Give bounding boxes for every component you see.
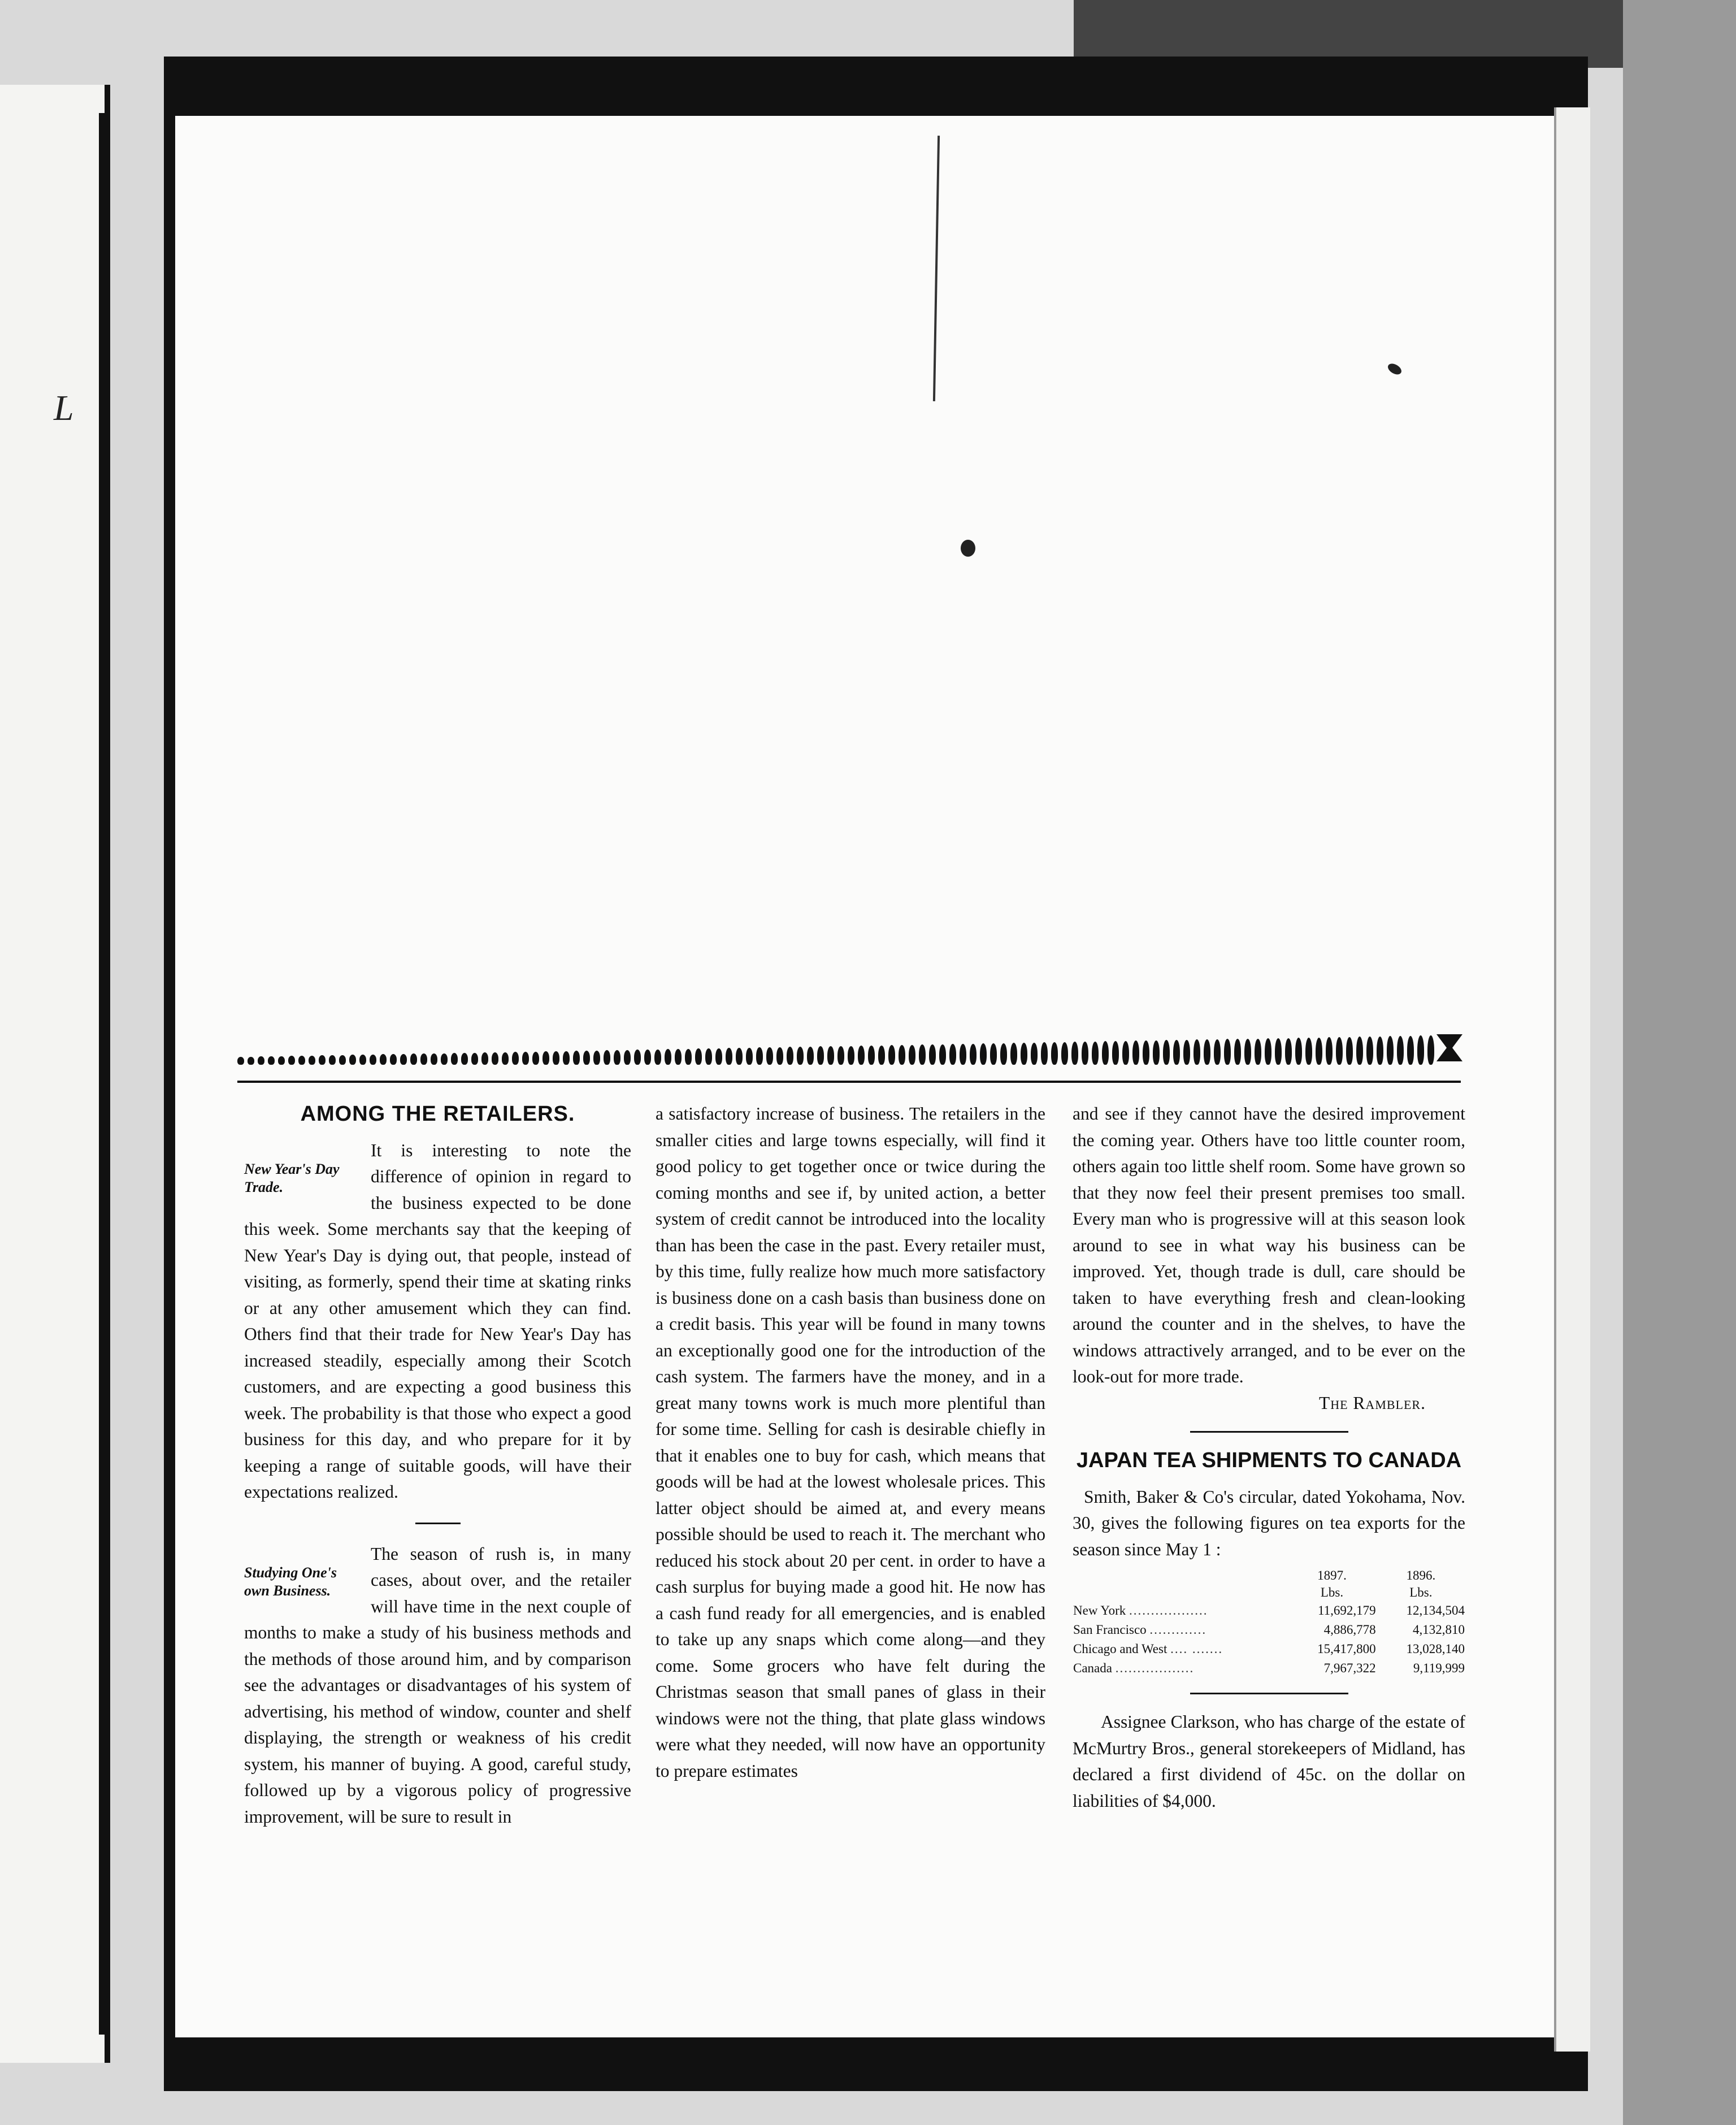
ornament-drop-icon <box>1377 1037 1383 1065</box>
ornament-drop-icon <box>1275 1038 1282 1065</box>
ornament-drop-icon <box>848 1046 854 1065</box>
ornament-drop-icon <box>1204 1039 1210 1065</box>
ornament-drop-icon <box>807 1047 814 1065</box>
value-1897: 4,886,778 <box>1323 1623 1376 1637</box>
ornament-drop-icon <box>451 1053 458 1065</box>
ornament-drop-icon <box>431 1053 437 1065</box>
ornament-drop-icon <box>1224 1039 1231 1065</box>
ornament-drop-icon <box>1102 1041 1109 1065</box>
section-divider <box>1190 1693 1348 1694</box>
ornament-drop-icon <box>553 1051 559 1065</box>
value-1896: 4,132,810 <box>1413 1623 1465 1637</box>
city-name: New York <box>1073 1603 1126 1617</box>
ornament-drop-icon <box>248 1057 254 1065</box>
column-header-1896: 1896. <box>1406 1568 1436 1582</box>
section-divider <box>1190 1431 1348 1433</box>
ornament-drop-icon <box>634 1050 641 1065</box>
ornament-drop-icon <box>471 1053 478 1065</box>
margin-letter: L <box>54 388 74 428</box>
value-1897: 7,967,322 <box>1323 1661 1376 1675</box>
ornament-drop-icon <box>1397 1036 1404 1065</box>
ornament-drop-icon <box>715 1048 722 1065</box>
ornament-drop-icon <box>1336 1037 1343 1065</box>
ornament-drop-icon <box>583 1051 590 1065</box>
ornament-drop-icon <box>919 1044 926 1065</box>
ornament-drop-icon <box>1244 1039 1251 1065</box>
table-row: New York .................. 11,692,179 12,134,504 <box>1073 1601 1465 1620</box>
ornament-drop-icon <box>1255 1039 1261 1065</box>
ornament-drop-icon <box>1234 1039 1241 1065</box>
ornament-drop-icon <box>359 1055 366 1065</box>
ornament-drop-icon <box>573 1051 580 1065</box>
ornament-drop-icon <box>665 1049 671 1065</box>
ornament-drop-icon <box>1346 1037 1353 1065</box>
ornament-drop-icon <box>542 1051 549 1065</box>
ornament-drop-icon <box>1071 1042 1078 1065</box>
sidenote-studying: Studying One's own Business. <box>244 1564 337 1599</box>
ornament-drop-icon <box>298 1056 305 1065</box>
ornament-drop-icon <box>1031 1043 1038 1065</box>
ornament-drop-icon <box>858 1046 865 1065</box>
ornament-drop-icon <box>675 1049 682 1065</box>
value-1897: 11,692,179 <box>1317 1603 1376 1617</box>
ornament-drop-icon <box>593 1051 600 1065</box>
ornament-drop-icon <box>604 1050 610 1065</box>
ornament-drop-icon <box>1326 1037 1333 1065</box>
ornament-drop-icon <box>888 1045 895 1065</box>
ornament-drop-icon <box>502 1052 509 1065</box>
ornament-drop-icon <box>837 1046 844 1065</box>
ornament-drop-icon <box>400 1054 407 1065</box>
ornament-drop-icon <box>868 1046 875 1065</box>
ornament-drop-icon <box>1214 1039 1221 1065</box>
ornament-drop-icon <box>1092 1042 1099 1065</box>
ornament-drop-icon <box>339 1055 346 1065</box>
ornament-drop-icon <box>461 1053 468 1065</box>
ornament-drop-icon <box>563 1051 570 1065</box>
ornament-drop-icon <box>237 1057 244 1065</box>
book-binding <box>99 113 107 2035</box>
ornament-end-icon <box>1435 1032 1464 1064</box>
column-header-1897: 1897. <box>1317 1568 1347 1582</box>
ornament-drop-icon <box>1407 1036 1414 1065</box>
table-row: San Francisco ............. 4,886,778 4,132,810 <box>1073 1620 1465 1640</box>
ornament-drop-icon <box>980 1043 987 1065</box>
signature: The Rambler. <box>1318 1393 1426 1413</box>
facing-page-edge <box>0 85 110 2063</box>
ornament-drop-icon <box>787 1047 793 1065</box>
paragraph-new-years: It is interesting to note the difference of opinion in regard to the business expected to be done this week. Some merchants say that the keeping of New Year's Day is dying out, that people, instead of visiting, as formerly, spend their time at skating rinks or at any other amusement which they can find. Others find that their trade for New Year's Day has increased steadily, especially among their Scotch customers, and are expecting a good business this week. The probability is that those who expect a good business for this day, and who prepare for it by keeping a range of suitable goods, will have their expectations realized. <box>244 1140 631 1502</box>
ornament-drop-icon <box>1041 1042 1048 1065</box>
city-name: San Francisco <box>1073 1623 1147 1637</box>
ornament-drop-icon <box>899 1045 905 1065</box>
ornament-drop-icon <box>654 1050 661 1065</box>
ornament-drop-icon <box>349 1055 356 1065</box>
ornament-drop-icon <box>319 1055 326 1065</box>
ornament-drop-icon <box>776 1047 783 1065</box>
table-row: Chicago and West .... ....... 15,417,800 13,028,140 <box>1073 1640 1465 1659</box>
city-name: Canada <box>1073 1661 1112 1675</box>
ornament-drop-icon <box>1265 1038 1271 1065</box>
value-1896: 9,119,999 <box>1413 1661 1465 1675</box>
ornament-drop-icon <box>1112 1041 1119 1065</box>
ornament-drop-icon <box>288 1056 295 1065</box>
ornament-drop-icon <box>685 1049 692 1065</box>
ornamental-border <box>237 1033 1461 1065</box>
paragraph-studying: The season of rush is, in many cases, about over, and the retailer will have time in the next couple of months to make a study of his business methods and the methods of those around him, and by comparison see the advantages or disadvantages of his system of advertising, his method of window, counter and shelf displaying, the strength or weakness of his credit system, his manner of buying. A good, careful study, followed up by a vigorous policy of progressive improvement, will be sure to result in <box>244 1543 631 1827</box>
ornament-drop-icon <box>1122 1041 1129 1065</box>
ornament-drop-icon <box>329 1055 336 1065</box>
ornament-drop-icon <box>756 1047 763 1065</box>
ornament-drop-icon <box>949 1044 956 1065</box>
sidenote-new-years: New Year's Day Trade. <box>244 1160 340 1195</box>
ornament-drop-icon <box>970 1044 976 1065</box>
column-1 <box>244 1101 631 1830</box>
ornament-drop-icon <box>1153 1040 1160 1065</box>
section-rule <box>237 1081 1461 1083</box>
ornament-drop-icon <box>1356 1037 1363 1065</box>
ornament-drop-icon <box>1132 1040 1139 1065</box>
ornament-drop-icon <box>644 1050 651 1065</box>
ornament-drop-icon <box>1021 1043 1027 1065</box>
section-divider <box>415 1523 461 1524</box>
ornament-drop-icon <box>766 1047 773 1065</box>
ornament-drop-icon <box>939 1044 946 1065</box>
ornament-drop-icon <box>1173 1040 1180 1065</box>
page-edge-shadow <box>1554 107 1590 2052</box>
ornament-drop-icon <box>278 1056 285 1065</box>
ornament-drop-icon <box>1051 1042 1058 1065</box>
ornament-drop-icon <box>532 1052 539 1065</box>
ornament-drop-icon <box>1082 1042 1088 1065</box>
ornament-drop-icon <box>1285 1038 1292 1065</box>
unit-label: Lbs. <box>1409 1585 1433 1599</box>
ornament-drop-icon <box>481 1052 488 1065</box>
value-1896: 12,134,504 <box>1406 1603 1465 1617</box>
paragraph-studying-end: and see if they cannot have the desired improvement the coming year. Others have too little counter room, others again too little shelf room. Some have grown so that they now feel their present premises too small. Every man who is progressive will at this season look around to see in what way his business can be improved. Yet, though trade is dull, care should be taken to have everything fresh and clean-looking around the counter and in the shelves, to have the windows attractively arranged, and to be ever on the look-out for more trade. <box>1073 1104 1465 1386</box>
ornament-drop-icon <box>1295 1038 1302 1065</box>
column-3 <box>1073 1101 1465 1814</box>
tea-exports-table <box>1073 1567 1465 1678</box>
paragraph-assignee: Assignee Clarkson, who has charge of the estate of McMurtry Bros., general storekeepers of Midland, has declared a first dividend of 45c. on the dollar on liabilities of $4,000. <box>1073 1712 1465 1811</box>
ornament-drop-icon <box>746 1048 753 1065</box>
ornament-drop-icon <box>258 1056 264 1065</box>
city-name: Chicago and West <box>1073 1642 1168 1656</box>
ornament-drop-icon <box>1143 1040 1149 1065</box>
ornament-drop-icon <box>1163 1040 1170 1065</box>
headline-retailers: AMONG THE RETAILERS. <box>300 1102 575 1126</box>
scan-shadow-right <box>1623 0 1736 2125</box>
ornament-drop-icon <box>1061 1042 1068 1065</box>
ornament-drop-icon <box>878 1046 885 1065</box>
ornament-drop-icon <box>1427 1035 1434 1065</box>
headline-tea: JAPAN TEA SHIPMENTS TO CANADA <box>1076 1449 1462 1472</box>
ornament-drop-icon <box>726 1048 732 1065</box>
column-2 <box>656 1101 1045 1784</box>
ornament-drop-icon <box>614 1050 620 1065</box>
ornament-drop-icon <box>410 1053 417 1065</box>
ornament-drop-icon <box>512 1052 519 1065</box>
ornament-drop-icon <box>705 1048 712 1065</box>
ornament-drop-icon <box>309 1056 315 1065</box>
unit-label: Lbs. <box>1320 1585 1344 1599</box>
ornament-drop-icon <box>390 1054 397 1065</box>
ornament-drop-icon <box>817 1046 824 1065</box>
ornament-drop-icon <box>827 1046 834 1065</box>
ornament-drop-icon <box>797 1047 804 1065</box>
ornament-drop-icon <box>960 1044 966 1065</box>
ornament-drop-icon <box>380 1054 387 1065</box>
ornament-drop-icon <box>929 1044 936 1065</box>
ornament-drop-icon <box>268 1056 275 1065</box>
ornament-drop-icon <box>441 1053 448 1065</box>
ornament-drop-icon <box>1183 1040 1190 1065</box>
ornament-drop-icon <box>1316 1038 1322 1065</box>
ornament-drop-icon <box>1305 1038 1312 1065</box>
ornament-drop-icon <box>736 1048 743 1065</box>
ornament-drop-icon <box>370 1055 376 1065</box>
ornament-drop-icon <box>1194 1039 1200 1065</box>
ornament-drop-icon <box>909 1045 915 1065</box>
value-1897: 15,417,800 <box>1317 1642 1376 1656</box>
paragraph-studying-cont: a satisfactory increase of business. The retailers in the smaller cities and large towns especially, will find it good policy to get together once or twice during the coming months and see if, by united action, a better system of credit cannot be introduced into the locality than has been the case in the past. Every retailer must, by this time, fully realize how much more satisfactory is business done on a cash basis than business done on a credit basis. This year will be found in many towns an exceptionally good one for the introduction of the cash system. The farmers have the money, and in a great many towns work is much more plentiful than for some time. Selling for cash is desirable chiefly in that it enables one to buy for cash, which means that goods will be had at the lowest wholesale prices. This latter object should be aimed at, and every means possible should be used to reach it. The merchant who reduced his stock about 20 per cent. in order to have a cash surplus for buying made a good hit. He now has a cash fund ready for all emergencies, and is enabled to take up any snaps which come along—and they come. Some grocers who have felt during the Christmas season that small panes of glass in their windows were not the thing, that plate glass windows were what they needed, will now have an opportunity to prepare estimates <box>656 1104 1045 1781</box>
ornament-drop-icon <box>492 1052 498 1065</box>
ink-spot <box>961 540 975 557</box>
ornament-drop-icon <box>1000 1043 1007 1065</box>
ornament-drop-icon <box>990 1043 997 1065</box>
ornament-drop-icon <box>420 1053 427 1065</box>
ornament-drop-icon <box>695 1048 702 1065</box>
ornament-drop-icon <box>1417 1035 1424 1065</box>
table-row: Canada .................. 7,967,322 9,119,999 <box>1073 1659 1465 1678</box>
ornament-drop-icon <box>624 1050 631 1065</box>
value-1896: 13,028,140 <box>1406 1642 1465 1656</box>
ornament-drop-icon <box>1387 1036 1394 1065</box>
paragraph-tea-intro: Smith, Baker & Co's circular, dated Yokohama, Nov. 30, gives the following figures on tea exports for the season since May 1 : <box>1073 1486 1465 1559</box>
ornament-drop-icon <box>1366 1037 1373 1065</box>
ornament-drop-icon <box>1010 1043 1017 1065</box>
ornament-drop-icon <box>522 1052 529 1065</box>
